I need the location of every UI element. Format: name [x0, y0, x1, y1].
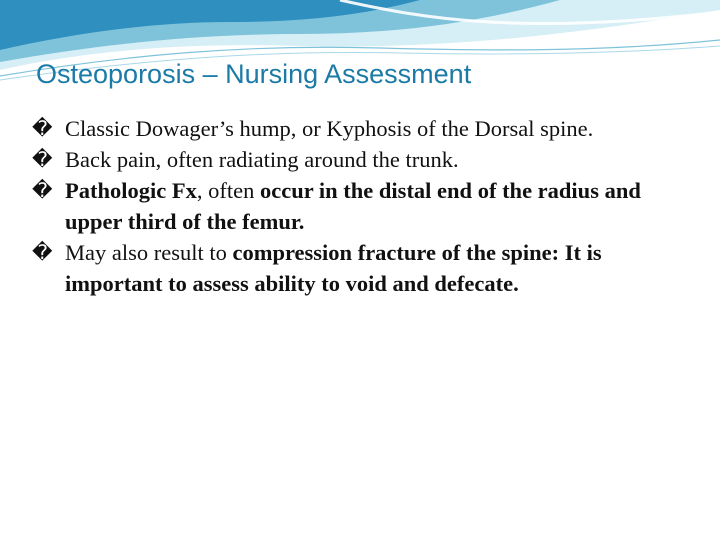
bullet-item — [32, 237, 682, 299]
bullet-text-segment: Classic Dowager’s hump, or Kyphosis of the Dorsal spine. — [65, 116, 594, 141]
bullet-text-segment: , often — [196, 178, 260, 203]
bullet-text-segment: compression fracture of the spine: It is important to assess ability to void and defecate. — [65, 240, 602, 296]
bullet-text-segment: Back pain, often radiating around the trunk. — [65, 147, 459, 172]
bullet-item — [32, 175, 682, 237]
bullet-glyph-icon: � — [32, 240, 53, 264]
bullet-list — [32, 113, 682, 299]
bullet-text-segment: Pathologic Fx — [65, 178, 197, 203]
bullet-item — [32, 144, 682, 175]
bullet-glyph-icon: � — [32, 116, 53, 140]
bullet-item — [32, 113, 682, 144]
bullet-glyph-icon: � — [32, 178, 53, 202]
bullet-glyph-icon: � — [32, 147, 53, 171]
bullet-text-segment: occur in the distal end of the radius and upper third of the femur. — [65, 178, 641, 234]
bullet-text-segment: May also result to — [65, 240, 233, 265]
slide-title: Osteoporosis – Nursing Assessment — [36, 59, 472, 89]
